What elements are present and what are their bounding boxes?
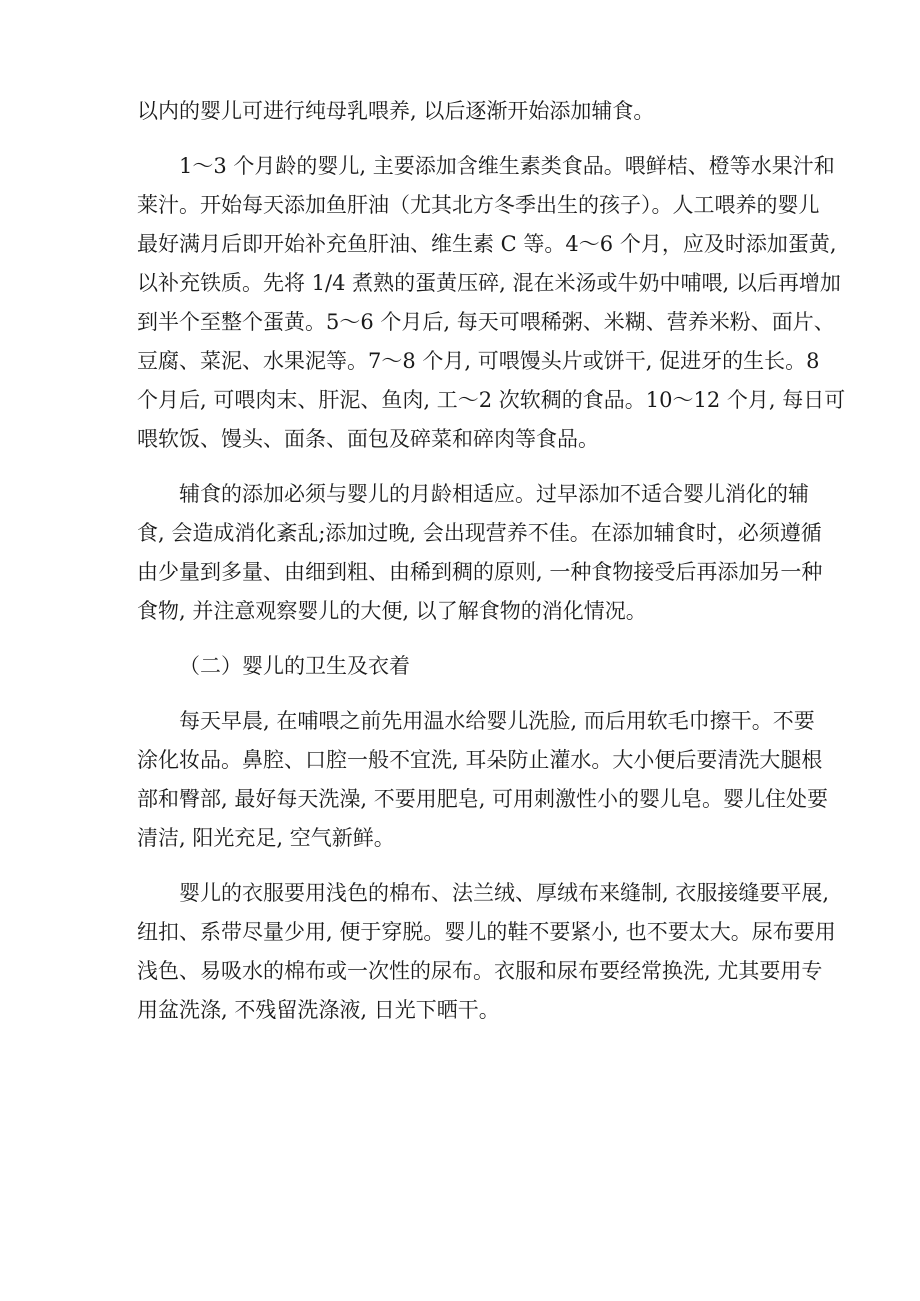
paragraph-breastfeeding-intro [137, 92, 797, 131]
text-line: 以内的婴儿可进行纯母乳喂养, 以后逐渐开始添加辅食。 [137, 99, 655, 123]
text-line: 涂化妆品。鼻腔、口腔一般不宜洗, 耳朵防止灌水。大小便后要清洗大腿根 [137, 748, 823, 772]
text-line: 浅色、易吸水的棉布或一次性的尿布。衣服和尿布要经常换洗, 尤其要用专 [137, 959, 823, 983]
text-line: 食物, 并注意观察婴儿的大便, 以了解食物的消化情况。 [137, 599, 647, 623]
text-line: 1～3 个月龄的婴儿, 主要添加含维生素类食品。喂鲜桔、橙等水果汁和 [179, 154, 835, 178]
text-line: 纽扣、系带尽量少用, 便于穿脱。婴儿的鞋不要紧小, 也不要太大。尿布要用 [137, 920, 836, 944]
text-line: 部和臀部, 最好每天洗澡, 不要用肥皂, 可用刺激性小的婴儿皂。婴儿住处要 [137, 787, 829, 811]
text-line: 辅食的添加必须与婴儿的月龄相适应。过早添加不适合婴儿消化的辅 [179, 482, 809, 506]
text-line: 到半个至整个蛋黄。5～6 个月后, 每天可喂稀粥、米糊、营养米粉、面片、 [137, 310, 835, 334]
text-line: 莱汁。开始每天添加鱼肝油（尤其北方冬季出生的孩子）。人工喂养的婴儿 [137, 193, 820, 217]
section-heading [137, 647, 797, 686]
text-line: 每天早晨, 在哺喂之前先用温水给婴儿洗脸, 而后用软毛巾擦干。不要 [179, 709, 815, 733]
text-line: 以补充铁质。先将 1/4 煮熟的蛋黄压碎, 混在米汤或牛奶中哺喂, 以后再增加 [137, 271, 841, 295]
text-line: 食, 会造成消化紊乱;添加过晚, 会出现营养不佳。在添加辅食时，必须遵循 [137, 521, 822, 545]
text-line: 最好满月后即开始补充鱼肝油、维生素 C 等。4～6 个月，应及时添加蛋黄, [137, 232, 837, 256]
text-line: 喂软饭、馒头、面条、面包及碎菜和碎肉等食品。 [137, 427, 599, 451]
paragraph-hygiene [137, 702, 829, 858]
document-body [137, 92, 846, 1046]
paragraph-clothing [137, 874, 836, 1030]
paragraph-supplement-principles [137, 475, 823, 631]
text-line: 清洁, 阳光充足, 空气新鲜。 [137, 826, 395, 850]
text-line: 用盆洗涤, 不残留洗涤液, 日光下晒干。 [137, 998, 500, 1022]
text-line: 由少量到多量、由细到粗、由稀到稠的原则, 一种食物接受后再添加另一种 [137, 560, 823, 584]
section-heading-text: （二）婴儿的卫生及衣着 [179, 654, 410, 678]
text-line: 个月后, 可喂肉末、肝泥、鱼肉, 工～2 次软稠的食品。10～12 个月, 每日可 [137, 388, 846, 412]
text-line: 婴儿的衣服要用浅色的棉布、法兰绒、厚绒布来缝制, 衣服接缝要平展, [179, 881, 830, 905]
text-line: 豆腐、菜泥、水果泥等。7～8 个月, 可喂馒头片或饼干, 促进牙的生长。8 [137, 349, 820, 373]
paragraph-feeding-schedule [137, 147, 846, 459]
